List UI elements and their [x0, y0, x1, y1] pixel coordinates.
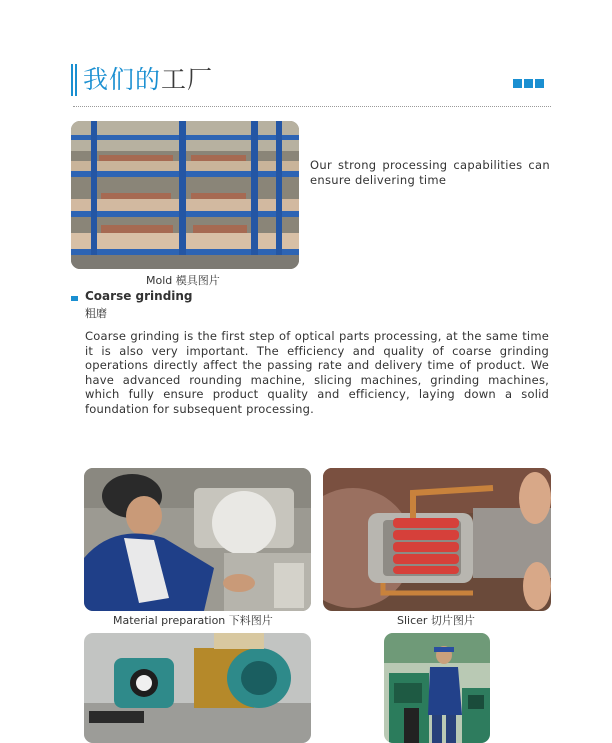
material-preparation-caption: Material preparation 下料图片 [113, 614, 273, 627]
mold-caption: Mold 模具图片 [146, 274, 220, 287]
decor-square-1 [513, 79, 522, 88]
decor-square-2 [524, 79, 533, 88]
material-preparation-photo [84, 468, 311, 611]
section-subtitle: 粗磨 [85, 307, 107, 320]
decor-square-3 [535, 79, 544, 88]
header-divider [73, 106, 551, 107]
grinding-machine-photo [84, 633, 311, 743]
page-title [83, 60, 213, 96]
title-bar-right [75, 64, 77, 96]
operator-photo [384, 633, 490, 743]
page-title-rest: 工厂 [161, 65, 214, 94]
mold-photo [71, 121, 299, 269]
page-title-highlight: 我们的 [83, 65, 162, 94]
section-paragraph: Coarse grinding is the first step of optical parts processing, at the same time it is also very important. The efficiency and quality of coarse grinding operations directly affect the passing rate and delivery time of product. We have advanced rounding machine, slicing machines, grinding machines, which fully ensure product quality and efficiency, laying down a solid foundation for subsequent processing. [85, 329, 549, 416]
slicer-caption: Slicer 切片图片 [397, 614, 475, 627]
section-bullet [71, 296, 78, 301]
intro-text: Our strong processing capabilities can ensure delivering time [310, 158, 550, 187]
section-title: Coarse grinding [85, 289, 193, 303]
title-bar-left [71, 64, 73, 96]
slicer-photo [323, 468, 551, 611]
